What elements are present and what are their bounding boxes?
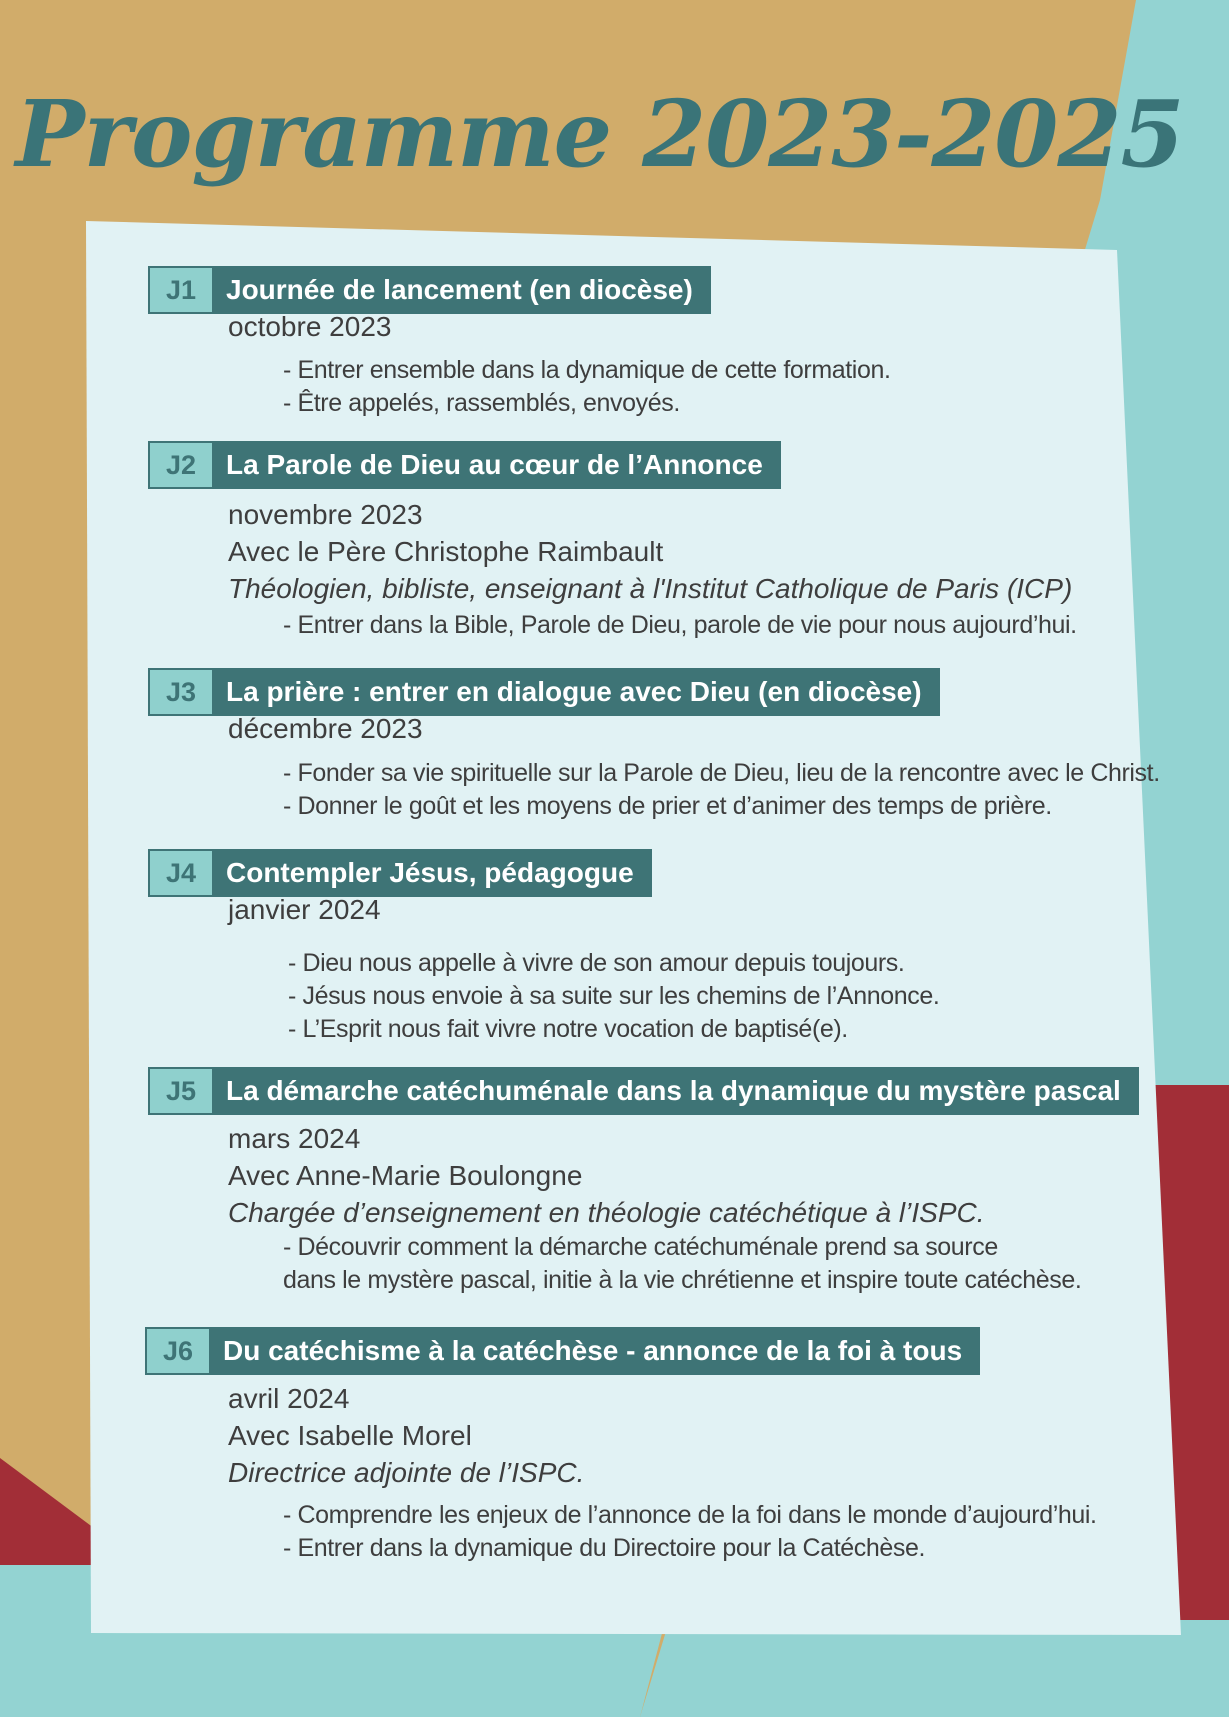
- session-header: [148, 1067, 1139, 1115]
- session-code: J1: [148, 266, 214, 314]
- session-date: avril 2024: [228, 1383, 350, 1414]
- session-bullet: - Donner le goût et les moyens de prier et d’animer des temps de prière.: [283, 792, 1052, 820]
- session-bullet: - Comprendre les enjeux de l’annonce de la foi dans le monde d’aujourd’hui.: [283, 1501, 1097, 1529]
- page-title: Programme 2023-2025: [15, 80, 1184, 188]
- session-header: [145, 1327, 980, 1375]
- session-theme: La démarche catéchuménale dans la dynamique du mystère pascal: [214, 1067, 1139, 1115]
- session-speaker-role: Chargée d’enseignement en théologie catéchétique à l’ISPC.: [228, 1197, 985, 1228]
- session-bullet: - Découvrir comment la démarche catéchuménale prend sa source: [283, 1233, 998, 1261]
- session-bullet: - Entrer dans la dynamique du Directoire pour la Catéchèse.: [283, 1534, 926, 1562]
- session-bullet: dans le mystère pascal, initie à la vie chrétienne et inspire toute catéchèse.: [283, 1266, 1082, 1294]
- session-speaker-role: Directrice adjointe de l’ISPC.: [228, 1457, 585, 1488]
- session-bullet: - Jésus nous envoie à sa suite sur les chemins de l’Annonce.: [288, 982, 940, 1010]
- session-header: [148, 668, 940, 716]
- session-speaker: Avec le Père Christophe Raimbault: [228, 536, 664, 567]
- session-theme: La Parole de Dieu au cœur de l’Annonce: [214, 441, 781, 489]
- session-date: mars 2024: [228, 1123, 361, 1154]
- session-date: octobre 2023: [228, 311, 392, 342]
- session-speaker: Avec Anne-Marie Boulongne: [228, 1160, 583, 1191]
- session-date: décembre 2023: [228, 713, 423, 744]
- session-code: J6: [145, 1327, 211, 1375]
- session-date: janvier 2024: [228, 894, 381, 925]
- session-speaker-role: Théologien, bibliste, enseignant à l'Institut Catholique de Paris (ICP): [228, 573, 1073, 604]
- session-code: J3: [148, 668, 214, 716]
- session-bullet: - Entrer ensemble dans la dynamique de cette formation.: [283, 356, 891, 384]
- session-bullet: - Dieu nous appelle à vivre de son amour depuis toujours.: [288, 949, 905, 977]
- session-code: J5: [148, 1067, 214, 1115]
- session-theme: Contempler Jésus, pédagogue: [214, 849, 652, 897]
- session-header: [148, 441, 781, 489]
- session-theme: Journée de lancement (en diocèse): [214, 266, 711, 314]
- session-bullet: - Fonder sa vie spirituelle sur la Parole de Dieu, lieu de la rencontre avec le Christ.: [283, 759, 1160, 787]
- session-bullet: - L’Esprit nous fait vivre notre vocation de baptisé(e).: [288, 1015, 848, 1043]
- session-speaker: Avec Isabelle Morel: [228, 1420, 472, 1451]
- session-theme: La prière : entrer en dialogue avec Dieu (en diocèse): [214, 668, 940, 716]
- session-bullet: - Entrer dans la Bible, Parole de Dieu, parole de vie pour nous aujourd’hui.: [283, 611, 1077, 639]
- session-header: [148, 266, 711, 314]
- session-bullet: - Être appelés, rassemblés, envoyés.: [283, 389, 680, 417]
- session-code: J2: [148, 441, 214, 489]
- session-date: novembre 2023: [228, 499, 423, 530]
- session-theme: Du catéchisme à la catéchèse - annonce de la foi à tous: [211, 1327, 980, 1375]
- session-header: [148, 849, 652, 897]
- session-code: J4: [148, 849, 214, 897]
